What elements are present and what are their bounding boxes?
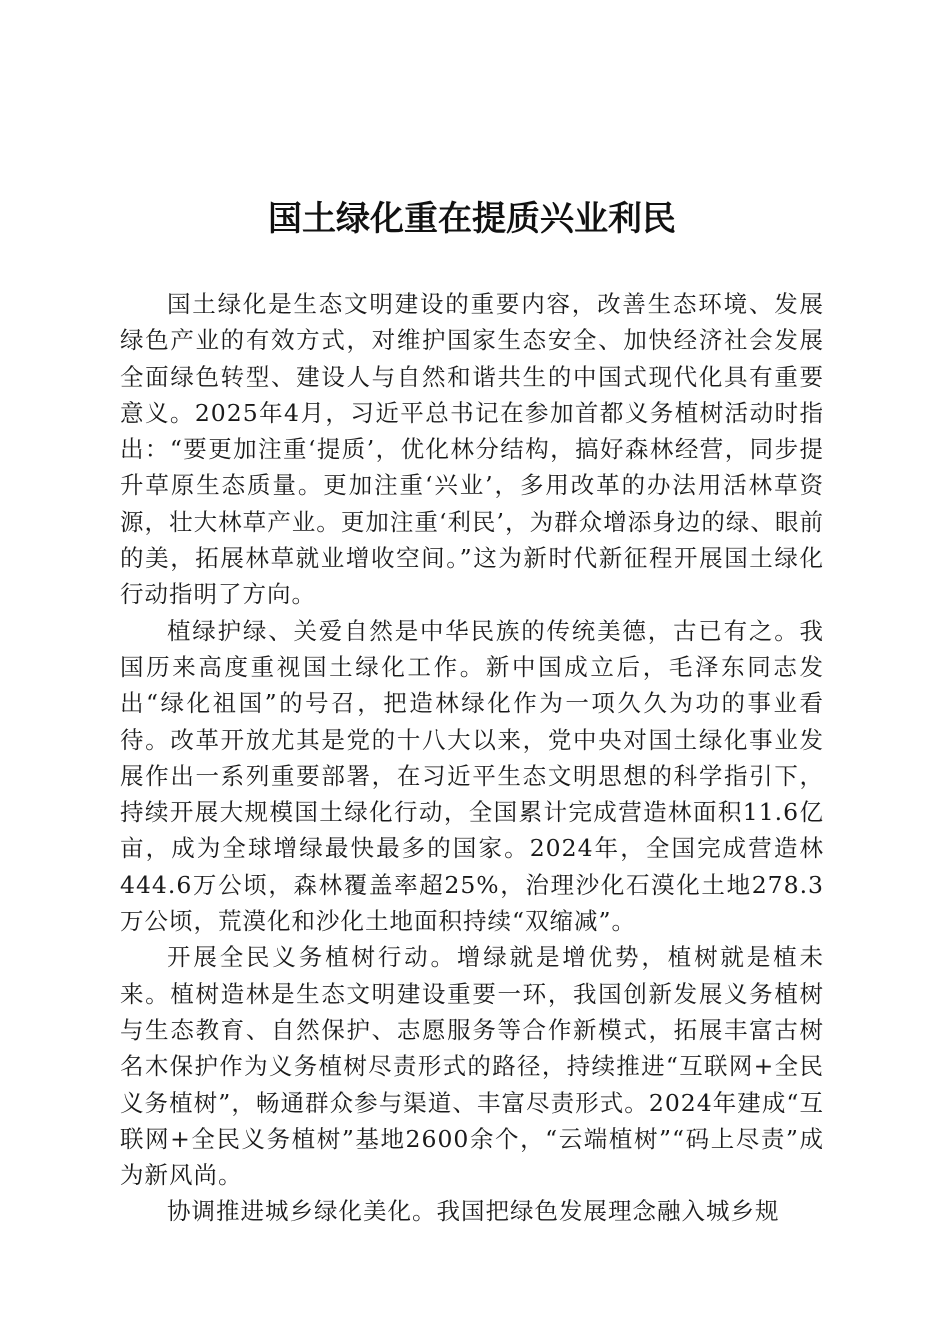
paragraph-4: 协调推进城乡绿化美化。我国把绿色发展理念融入城乡规 [167,1197,780,1226]
paragraph-1: 国土绿化是生态文明建设的重要内容，改善生态环境、发展绿色产业的有效方式，对维护国家生态安全、加快经济社会发展全面绿色转型、建设人与自然和谐共生的中国式现代化具有重要意义。2025年4月，习近平总书记在参加首都义务植树活动时指出：“要更加注重‘提质’，优化林分结构，搞好森林经营，同步提升草原生态质量。更加注重‘兴业’，多用改革的办法用活林草资源，壮大林草产业。更加注重‘利民’，为群众增添身边的绿、眼前的美，拓展林草就业增收空间。”这为新时代新征程开展国土绿化行动指明了方向。 [120,290,824,609]
paragraph-2: 植绿护绿、关爱自然是中华民族的传统美德，古已有之。我国历来高度重视国土绿化工作。新中国成立后，毛泽东同志发出“绿化祖国”的号召，把造林绿化作为一项久久为功的事业看待。改革开放尤其是党的十八大以来，党中央对国土绿化事业发展作出一系列重要部署，在习近平生态文明思想的科学指引下，持续开展大规模国土绿化行动，全国累计完成营造林面积11.6亿亩，成为全球增绿最快最多的国家。2024年，全国完成营造林444.6万公顷，森林覆盖率超25%，治理沙化石漠化土地278.3万公顷，荒漠化和沙化土地面积持续“双缩减”。 [120,616,824,936]
article-body [120,286,824,1230]
paragraph-3: 开展全民义务植树行动。增绿就是增优势，植树就是植未来。植树造林是生态文明建设重要一环，我国创新发展义务植树与生态教育、自然保护、志愿服务等合作新模式，拓展丰富古树名木保护作为义务植树尽责形式的路径，持续推进“互联网+全民义务植树”，畅通群众参与渠道、丰富尽责形式。2024年建成“互联网+全民义务植树”基地2600余个，“云端植树”“码上尽责”成为新风尚。 [120,943,824,1190]
article-title: 国土绿化重在提质兴业利民 [268,199,676,239]
